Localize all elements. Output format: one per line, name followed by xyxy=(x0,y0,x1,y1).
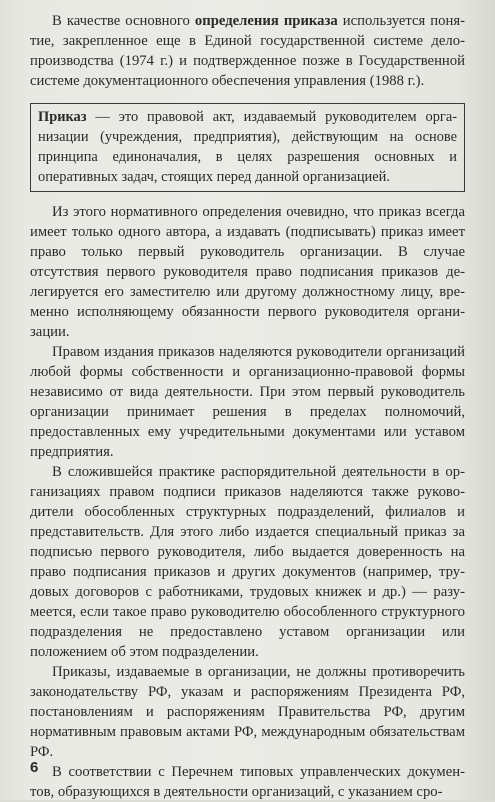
intro-text-before: В качестве основного xyxy=(52,13,195,29)
definition-paragraph xyxy=(38,107,457,187)
intro-paragraph xyxy=(30,11,465,91)
body-paragraph: Приказы, издаваемые в организации, не должны противоречить законодательству РФ, указам и распоряжениям Президента РФ, постановлениям и распоряжениям Правительства РФ, другим нормативным правовым актами РФ, международным обязательствам РФ. xyxy=(30,664,465,760)
intro-text-after: используется понятие, закрепленное еще в Единой государственной системе делопроизводства (1974 г.) и подтвержденное позже в Государственной системе документационного обеспечения управления (1988 г.). xyxy=(30,13,465,89)
body-text xyxy=(30,202,465,802)
definition-term: Приказ xyxy=(38,109,87,125)
definition-text: — это правовой акт, издаваемый руководителем организации (учреждения, предприятия), действующим на основе принципа единоначалия, в целях разрешения основных и оперативных задач, стоящих перед данной организацией. xyxy=(38,109,457,185)
page-number: 6 xyxy=(30,759,39,776)
intro-bold-term: определения приказа xyxy=(194,13,338,29)
body-paragraph: В сложившейся практике распорядительной деятельности в организациях правом подписи приказов наделяются также руководители обособленных структурных подразделений, филиалов и представительств. Для этого либо издается специальный приказ за подписью первого руководителя, либо выдается доверенность на право подписания приказов и других документов (например, трудовых договоров с работниками, трудовых книжек и др.) — разумеется, если такое право руководителю обособленного структурного подразделения не предоставлено уставом организации или положением об этом подразделении. xyxy=(30,464,465,660)
body-paragraph: В соответствии с Перечнем типовых управленческих документов, образующихся в деятельности организаций, с указанием сро- xyxy=(30,764,465,800)
body-paragraph: Из этого нормативного определения очевидно, что приказ всегда имеет только одного автора, а издавать (подписывать) приказ имеет право только первый руководитель организации. В случае отсутствия первого руководителя право подписания приказов делегируется его заместителю или другому должностному лицу, временно исполняющему обязанности первого руководителя организации. xyxy=(30,204,465,340)
definition-box xyxy=(30,103,465,192)
body-paragraph: Правом издания приказов наделяются руководители организаций любой формы собственности и организационно-правовой формы независимо от вида деятельности. При этом первый руководитель организации принимает решения в пределах полномочий, предоставленных ему учредительными документами или уставом предприятия. xyxy=(30,344,465,460)
